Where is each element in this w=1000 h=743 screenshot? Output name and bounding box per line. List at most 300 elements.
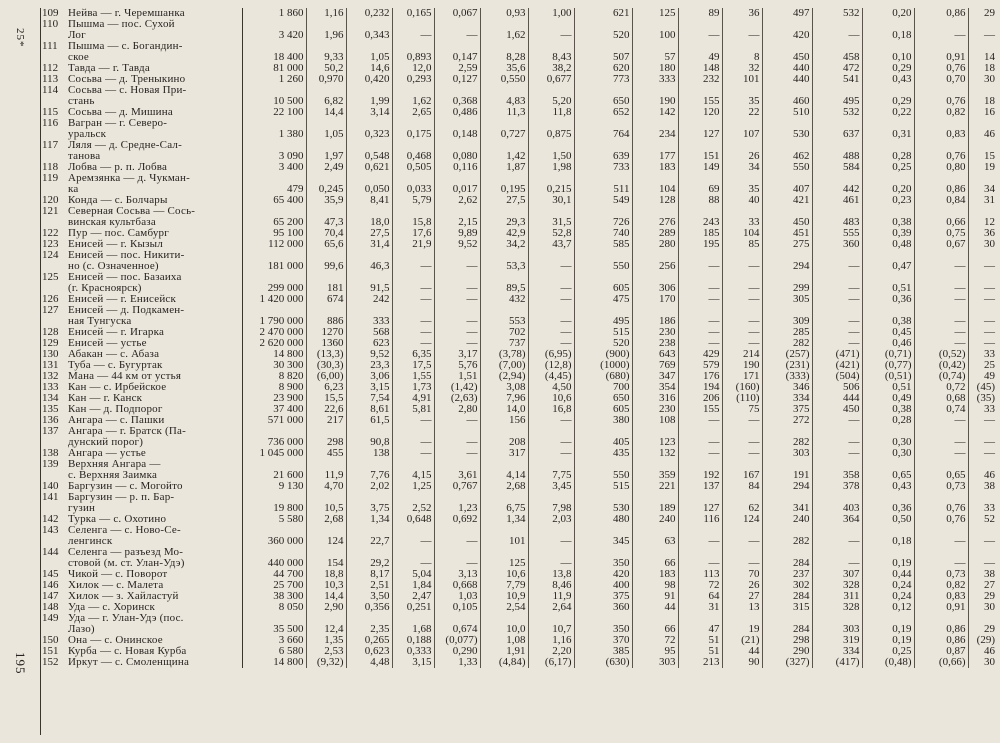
value-cell: 0,674 bbox=[434, 613, 480, 635]
value-cell: 9,33 bbox=[306, 41, 346, 63]
value-cell: 480 bbox=[574, 514, 632, 525]
value-cell: 605 bbox=[574, 272, 632, 294]
value-cell: — bbox=[984, 338, 995, 349]
value-cell: 0,290 bbox=[434, 646, 480, 657]
station-name: с. Верхняя Заимка bbox=[64, 470, 242, 481]
station-name: Кан — д. Подпорог bbox=[64, 404, 242, 415]
table-row bbox=[42, 492, 997, 503]
value-cell: 14,0 bbox=[480, 404, 528, 415]
value-cell: 515 bbox=[574, 481, 632, 492]
value-cell: 217 bbox=[306, 415, 346, 426]
value-cell: 5,20 bbox=[528, 85, 574, 107]
value-cell: 34,2 bbox=[480, 239, 528, 250]
value-cell: 3,75 bbox=[346, 492, 392, 514]
value-cell: 282 bbox=[762, 426, 812, 448]
value-cell: 385 bbox=[574, 646, 632, 657]
table-row bbox=[42, 250, 997, 261]
value-cell: 22,6 bbox=[306, 404, 346, 415]
value-cell: — bbox=[812, 338, 862, 349]
value-cell: 637 bbox=[812, 118, 862, 140]
value-cell: 0,28 bbox=[862, 415, 914, 426]
value-cell: 0,232 bbox=[346, 8, 392, 19]
value-cell: 520 bbox=[574, 19, 632, 41]
value-cell: (0,77) bbox=[862, 360, 914, 371]
value-cell: 568 bbox=[346, 327, 392, 338]
value-cell: 303 bbox=[762, 448, 812, 459]
table-row bbox=[42, 305, 997, 316]
value-cell: — bbox=[914, 19, 968, 41]
value-cell: — bbox=[528, 415, 574, 426]
value-cell: 442 bbox=[812, 173, 862, 195]
value-cell: — bbox=[528, 19, 574, 41]
value-cell: 2,68 bbox=[306, 514, 346, 525]
value-cell: 458 bbox=[812, 41, 862, 63]
value-cell: 3,17 bbox=[434, 349, 480, 360]
value-cell: 0,28 bbox=[862, 140, 914, 162]
value-cell: 1,50 bbox=[528, 140, 574, 162]
value-cell: 451 bbox=[762, 228, 812, 239]
value-cell: 3 660 bbox=[242, 635, 306, 646]
value-cell: 1,99 bbox=[346, 85, 392, 107]
value-cell: — bbox=[984, 327, 995, 338]
station-name: винская культбаза bbox=[64, 217, 242, 228]
value-cell: — bbox=[914, 525, 968, 547]
value-cell: 29 bbox=[984, 623, 995, 635]
row-number: 148 bbox=[42, 602, 59, 613]
station-name: Ляля — д. Средне-Сал- bbox=[64, 140, 242, 151]
value-cell: 95 100 bbox=[242, 228, 306, 239]
row-number: 124 bbox=[42, 250, 59, 261]
row-number: 150 bbox=[42, 635, 59, 646]
value-cell: 35 bbox=[722, 85, 762, 107]
value-cell: 1360 bbox=[306, 338, 346, 349]
value-cell: 127 bbox=[678, 118, 722, 140]
value-cell: — bbox=[914, 338, 968, 349]
value-cell: 1,00 bbox=[528, 8, 574, 19]
value-cell: 550 bbox=[762, 162, 812, 173]
value-cell: 440 000 bbox=[242, 547, 306, 569]
value-cell: 375 bbox=[574, 591, 632, 602]
value-cell: 364 bbox=[812, 514, 862, 525]
value-cell: 1,33 bbox=[434, 657, 480, 668]
value-cell: 1,25 bbox=[392, 481, 434, 492]
value-cell: 3,15 bbox=[346, 382, 392, 393]
row-number: 130 bbox=[42, 349, 59, 360]
value-cell: 189 bbox=[632, 492, 678, 514]
value-cell: 11,9 bbox=[306, 459, 346, 481]
value-cell: 25 bbox=[984, 360, 995, 371]
value-cell: 3,14 bbox=[346, 107, 392, 118]
value-cell: (0,48) bbox=[862, 657, 914, 668]
value-cell: 14 bbox=[984, 51, 995, 63]
value-cell: 3,61 bbox=[434, 459, 480, 481]
value-cell: — bbox=[392, 305, 434, 327]
value-cell: — bbox=[812, 250, 862, 272]
value-cell: 0,648 bbox=[392, 514, 434, 525]
value-cell: 0,46 bbox=[862, 338, 914, 349]
value-cell: 0,82 bbox=[914, 580, 968, 591]
value-cell: 550 bbox=[574, 250, 632, 272]
page-border-line bbox=[40, 8, 41, 735]
value-cell: 4,14 bbox=[480, 459, 528, 481]
value-cell: 36 bbox=[984, 228, 995, 239]
value-cell: 1270 bbox=[306, 327, 346, 338]
value-cell: (45) bbox=[976, 382, 995, 393]
value-cell: — bbox=[392, 415, 434, 426]
value-cell: 0,66 bbox=[914, 206, 968, 228]
value-cell: 36 bbox=[722, 8, 762, 19]
value-cell: 4,83 bbox=[480, 85, 528, 107]
value-cell: 532 bbox=[812, 107, 862, 118]
value-cell: 1 260 bbox=[242, 74, 306, 85]
value-cell: 11,9 bbox=[528, 591, 574, 602]
value-cell: 7,76 bbox=[346, 459, 392, 481]
value-cell: — bbox=[434, 525, 480, 547]
value-cell: 85 bbox=[722, 239, 762, 250]
row-number: 149 bbox=[42, 613, 59, 624]
value-cell: 0,19 bbox=[862, 547, 914, 569]
value-cell: 0,76 bbox=[914, 63, 968, 74]
value-cell: 0,356 bbox=[346, 602, 392, 613]
value-cell: 0,550 bbox=[480, 74, 528, 85]
value-cell: 32 bbox=[722, 63, 762, 74]
value-cell: 47 bbox=[678, 613, 722, 635]
value-cell: 90 bbox=[722, 657, 762, 668]
value-cell: — bbox=[434, 272, 480, 294]
value-cell: 9,89 bbox=[434, 228, 480, 239]
value-cell: 334 bbox=[812, 646, 862, 657]
value-cell: 736 000 bbox=[242, 426, 306, 448]
value-cell: 4,70 bbox=[306, 481, 346, 492]
value-cell: 0,18 bbox=[862, 19, 914, 41]
value-cell: (6,95) bbox=[528, 349, 574, 360]
value-cell: — bbox=[678, 338, 722, 349]
value-cell: — bbox=[528, 305, 574, 327]
value-cell: 1,16 bbox=[306, 8, 346, 19]
value-cell: 0,72 bbox=[914, 382, 968, 393]
value-cell: 650 bbox=[574, 85, 632, 107]
value-cell: (0,52) bbox=[914, 349, 968, 360]
value-cell: 3 090 bbox=[242, 140, 306, 162]
row-number: 110 bbox=[42, 19, 59, 30]
value-cell: 33 bbox=[984, 404, 995, 415]
value-cell: — bbox=[392, 525, 434, 547]
value-cell: 30 bbox=[984, 602, 995, 613]
value-cell: 0,486 bbox=[434, 107, 480, 118]
row-number: 119 bbox=[42, 173, 59, 184]
value-cell: 16,8 bbox=[528, 404, 574, 415]
table-row bbox=[42, 580, 997, 591]
value-cell: 194 bbox=[678, 382, 722, 393]
value-cell: 378 bbox=[812, 481, 862, 492]
value-cell: 440 bbox=[762, 63, 812, 74]
value-cell: 0,25 bbox=[862, 162, 914, 173]
value-cell: 10 500 bbox=[242, 85, 306, 107]
value-cell: — bbox=[914, 426, 968, 448]
table-body bbox=[42, 8, 997, 668]
value-cell: 149 bbox=[678, 162, 722, 173]
table-row bbox=[42, 173, 997, 184]
station-name: стань bbox=[64, 96, 242, 107]
value-cell: 435 bbox=[574, 448, 632, 459]
value-cell: 208 bbox=[480, 426, 528, 448]
value-cell: 1,96 bbox=[306, 19, 346, 41]
value-cell: 0,24 bbox=[862, 580, 914, 591]
value-cell: 302 bbox=[762, 580, 812, 591]
value-cell: 1,91 bbox=[480, 646, 528, 657]
value-cell: 0,23 bbox=[862, 195, 914, 206]
signature-mark: 25* bbox=[14, 28, 26, 48]
value-cell: 3,15 bbox=[392, 657, 434, 668]
value-cell: 16 bbox=[984, 107, 995, 118]
value-cell: 104 bbox=[632, 173, 678, 195]
value-cell: 299 bbox=[762, 272, 812, 294]
station-name: стовой (м. ст. Улан-Удэ) bbox=[64, 558, 242, 569]
value-cell: 0,621 bbox=[346, 162, 392, 173]
value-cell: 0,86 bbox=[914, 635, 968, 646]
station-name: Ангара — устье bbox=[64, 448, 242, 459]
value-cell: 31 bbox=[984, 195, 995, 206]
value-cell: 0,73 bbox=[914, 569, 968, 580]
value-cell: 34 bbox=[722, 162, 762, 173]
value-cell: 886 bbox=[306, 305, 346, 327]
value-cell: 674 bbox=[306, 294, 346, 305]
row-number: 152 bbox=[42, 657, 59, 668]
value-cell: — bbox=[722, 426, 762, 448]
value-cell: 571 000 bbox=[242, 415, 306, 426]
value-cell: 52 bbox=[984, 514, 995, 525]
value-cell: 7,75 bbox=[528, 459, 574, 481]
value-cell: 116 bbox=[678, 514, 722, 525]
value-cell: (504) bbox=[812, 371, 862, 382]
value-cell: 19 bbox=[722, 613, 762, 635]
value-cell: 46 bbox=[984, 469, 995, 481]
table-row bbox=[42, 272, 997, 283]
value-cell: (12,8) bbox=[528, 360, 574, 371]
value-cell: — bbox=[722, 19, 762, 41]
value-cell: 35 bbox=[722, 173, 762, 195]
value-cell: — bbox=[434, 294, 480, 305]
value-cell: 27,5 bbox=[480, 195, 528, 206]
value-cell: — bbox=[528, 327, 574, 338]
value-cell: 1,68 bbox=[392, 613, 434, 635]
value-cell: 0,30 bbox=[862, 426, 914, 448]
table-row bbox=[42, 635, 997, 646]
value-cell: 4,15 bbox=[392, 459, 434, 481]
value-cell: 27 bbox=[984, 580, 995, 591]
table-row bbox=[42, 162, 997, 173]
value-cell: 0,51 bbox=[862, 272, 914, 294]
value-cell: 0,82 bbox=[914, 107, 968, 118]
station-name: Пышма — с. Богандин- bbox=[64, 41, 242, 52]
value-cell: (680) bbox=[574, 371, 632, 382]
value-cell: 81 000 bbox=[242, 63, 306, 74]
value-cell: 125 bbox=[632, 8, 678, 19]
value-cell: 0,24 bbox=[862, 591, 914, 602]
value-cell: 230 bbox=[632, 327, 678, 338]
value-cell: 0,93 bbox=[480, 8, 528, 19]
value-cell: 294 bbox=[762, 481, 812, 492]
value-cell: 432 bbox=[480, 294, 528, 305]
value-cell: 0,343 bbox=[346, 19, 392, 41]
value-cell: 6,35 bbox=[392, 349, 434, 360]
value-cell: 0,265 bbox=[346, 635, 392, 646]
value-cell: 183 bbox=[632, 162, 678, 173]
value-cell: 0,87 bbox=[914, 646, 968, 657]
value-cell: 605 bbox=[574, 404, 632, 415]
value-cell: 515 bbox=[574, 327, 632, 338]
row-number: 134 bbox=[42, 393, 59, 404]
station-name: уральск bbox=[64, 129, 242, 140]
value-cell: 15,5 bbox=[306, 393, 346, 404]
value-cell: 773 bbox=[574, 74, 632, 85]
value-cell: 44 bbox=[632, 602, 678, 613]
value-cell: 0,893 bbox=[392, 41, 434, 63]
value-cell: 0,623 bbox=[346, 646, 392, 657]
value-cell: 13 bbox=[722, 602, 762, 613]
value-cell: 360 bbox=[574, 602, 632, 613]
station-name: Верхняя Ангара — bbox=[64, 459, 242, 470]
value-cell: 72 bbox=[632, 635, 678, 646]
value-cell: — bbox=[984, 436, 995, 448]
value-cell: — bbox=[434, 415, 480, 426]
value-cell: 243 bbox=[678, 206, 722, 228]
runoff-table bbox=[42, 8, 997, 668]
value-cell: 511 bbox=[574, 173, 632, 195]
value-cell: 46 bbox=[984, 646, 995, 657]
value-cell: 2 620 000 bbox=[242, 338, 306, 349]
value-cell: 8 bbox=[722, 41, 762, 63]
value-cell: 6 580 bbox=[242, 646, 306, 657]
value-cell: 7,54 bbox=[346, 393, 392, 404]
value-cell: 0,83 bbox=[914, 118, 968, 140]
value-cell: 460 bbox=[762, 85, 812, 107]
value-cell: 12 bbox=[984, 216, 995, 228]
value-cell: 579 bbox=[678, 360, 722, 371]
value-cell: 0,29 bbox=[862, 85, 914, 107]
value-cell: 0,65 bbox=[914, 459, 968, 481]
value-cell: 488 bbox=[812, 140, 862, 162]
value-cell: 29 bbox=[984, 591, 995, 602]
value-cell: 11,3 bbox=[480, 107, 528, 118]
station-name: Туба — с. Бугуртак bbox=[64, 360, 242, 371]
value-cell: 170 bbox=[632, 294, 678, 305]
value-cell: 1,62 bbox=[392, 85, 434, 107]
value-cell: 8,46 bbox=[528, 580, 574, 591]
station-name: Абакан — с. Абаза bbox=[64, 349, 242, 360]
value-cell: 507 bbox=[574, 41, 632, 63]
value-cell: 737 bbox=[480, 338, 528, 349]
station-name: Баргузин — с. Могойто bbox=[64, 481, 242, 492]
station-name: Енисей — г. Кызыл bbox=[64, 239, 242, 250]
value-cell: — bbox=[914, 547, 968, 569]
value-cell: (30,3) bbox=[306, 360, 346, 371]
value-cell: 0,323 bbox=[346, 118, 392, 140]
value-cell: (1,42) bbox=[434, 382, 480, 393]
value-cell: 1,55 bbox=[392, 371, 434, 382]
value-cell: 51 bbox=[678, 635, 722, 646]
value-cell: 2,90 bbox=[306, 602, 346, 613]
value-cell: 2,47 bbox=[392, 591, 434, 602]
value-cell: (4,84) bbox=[480, 657, 528, 668]
station-name: Сосьва — с. Новая При- bbox=[64, 85, 242, 96]
value-cell: 33 bbox=[984, 502, 995, 514]
value-cell: — bbox=[984, 557, 995, 569]
value-cell: 450 bbox=[762, 206, 812, 228]
value-cell: 0,74 bbox=[914, 404, 968, 415]
value-cell: 25 700 bbox=[242, 580, 306, 591]
value-cell: 70,4 bbox=[306, 228, 346, 239]
row-number: 131 bbox=[42, 360, 59, 371]
value-cell: 530 bbox=[762, 118, 812, 140]
value-cell: — bbox=[984, 294, 995, 305]
value-cell: (900) bbox=[574, 349, 632, 360]
station-name: Аремзянка — д. Чукман- bbox=[64, 173, 242, 184]
value-cell: 0,548 bbox=[346, 140, 392, 162]
value-cell: 0,31 bbox=[862, 118, 914, 140]
value-cell: 380 bbox=[574, 415, 632, 426]
value-cell: 11,8 bbox=[528, 107, 574, 118]
value-cell: 462 bbox=[762, 140, 812, 162]
value-cell: 0,45 bbox=[862, 327, 914, 338]
table-row bbox=[42, 646, 997, 657]
value-cell: 1,08 bbox=[480, 635, 528, 646]
value-cell: 550 bbox=[574, 459, 632, 481]
value-cell: 26 bbox=[722, 140, 762, 162]
value-cell: 2,53 bbox=[306, 646, 346, 657]
value-cell: 0,468 bbox=[392, 140, 434, 162]
value-cell: 0,10 bbox=[862, 41, 914, 63]
value-cell: 1,51 bbox=[434, 371, 480, 382]
value-cell: — bbox=[678, 426, 722, 448]
value-cell: — bbox=[722, 272, 762, 294]
table-row bbox=[42, 613, 997, 624]
value-cell: 0,70 bbox=[914, 74, 968, 85]
value-cell: 5,79 bbox=[392, 195, 434, 206]
value-cell: — bbox=[678, 525, 722, 547]
value-cell: 91,5 bbox=[346, 272, 392, 294]
value-cell: 46,3 bbox=[346, 250, 392, 272]
value-cell: 444 bbox=[812, 393, 862, 404]
value-cell: — bbox=[678, 305, 722, 327]
value-cell: 4,50 bbox=[528, 382, 574, 393]
value-cell: 213 bbox=[678, 657, 722, 668]
value-cell: 8 050 bbox=[242, 602, 306, 613]
value-cell: 2 470 000 bbox=[242, 327, 306, 338]
value-cell: 0,43 bbox=[862, 74, 914, 85]
row-number: 126 bbox=[42, 294, 59, 305]
table-row bbox=[42, 107, 997, 118]
value-cell: 29 bbox=[984, 8, 995, 19]
value-cell: — bbox=[984, 535, 995, 547]
value-cell: 148 bbox=[678, 63, 722, 74]
value-cell: — bbox=[434, 19, 480, 41]
value-cell: 0,067 bbox=[434, 8, 480, 19]
value-cell: 370 bbox=[574, 635, 632, 646]
value-cell: — bbox=[984, 415, 995, 426]
table-row bbox=[42, 371, 997, 382]
station-name: Енисей — пос. Никити- bbox=[64, 250, 242, 261]
value-cell: 309 bbox=[762, 305, 812, 327]
value-cell: 37 400 bbox=[242, 404, 306, 415]
value-cell: — bbox=[812, 272, 862, 294]
table-row bbox=[42, 239, 997, 250]
value-cell: 303 bbox=[812, 613, 862, 635]
value-cell: (327) bbox=[762, 657, 812, 668]
value-cell: 0,25 bbox=[862, 646, 914, 657]
value-cell: 5 580 bbox=[242, 514, 306, 525]
station-name: Чикой — с. Поворот bbox=[64, 569, 242, 580]
